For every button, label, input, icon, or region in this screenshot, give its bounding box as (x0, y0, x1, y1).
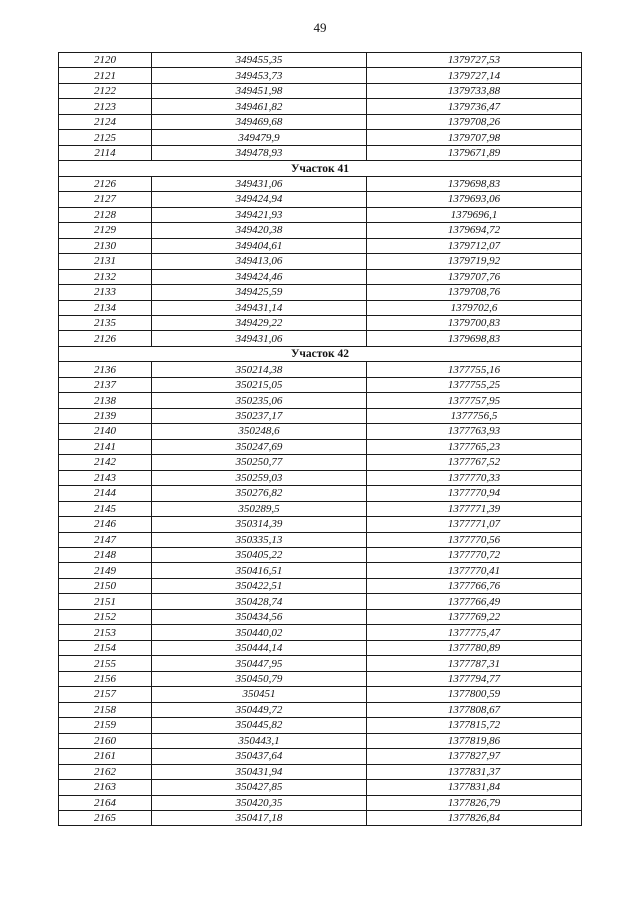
y-coordinate-cell: 1379696,1 (367, 207, 582, 222)
table-row (59, 594, 582, 609)
table-row (59, 315, 582, 330)
x-coordinate-cell: 350247,69 (152, 439, 367, 454)
point-number-cell: 2148 (59, 548, 152, 563)
x-coordinate-cell: 350248,6 (152, 424, 367, 439)
x-coordinate-cell: 349461,82 (152, 99, 367, 114)
x-coordinate-cell: 350431,94 (152, 764, 367, 779)
y-coordinate-cell: 1379736,47 (367, 99, 582, 114)
point-number-cell: 2158 (59, 702, 152, 717)
point-number-cell: 2153 (59, 625, 152, 640)
x-coordinate-cell: 350445,82 (152, 718, 367, 733)
point-number-cell: 2124 (59, 114, 152, 129)
y-coordinate-cell: 1379698,83 (367, 331, 582, 346)
table-row (59, 300, 582, 315)
point-number-cell: 2149 (59, 563, 152, 578)
x-coordinate-cell: 349451,98 (152, 83, 367, 98)
x-coordinate-cell: 350434,56 (152, 609, 367, 624)
y-coordinate-cell: 1377755,25 (367, 377, 582, 392)
x-coordinate-cell: 350422,51 (152, 578, 367, 593)
x-coordinate-cell: 349429,22 (152, 315, 367, 330)
point-number-cell: 2127 (59, 192, 152, 207)
x-coordinate-cell: 349420,38 (152, 223, 367, 238)
y-coordinate-cell: 1377771,39 (367, 501, 582, 516)
y-coordinate-cell: 1377826,79 (367, 795, 582, 810)
x-coordinate-cell: 349478,93 (152, 145, 367, 160)
table-row (59, 408, 582, 423)
y-coordinate-cell: 1379708,76 (367, 285, 582, 300)
y-coordinate-cell: 1379719,92 (367, 254, 582, 269)
x-coordinate-cell: 350314,39 (152, 517, 367, 532)
point-number-cell: 2123 (59, 99, 152, 114)
point-number-cell: 2136 (59, 362, 152, 377)
point-number-cell: 2126 (59, 176, 152, 191)
x-coordinate-cell: 349453,73 (152, 68, 367, 83)
table-row (59, 687, 582, 702)
x-coordinate-cell: 350427,85 (152, 780, 367, 795)
table-row (59, 640, 582, 655)
table-row (59, 439, 582, 454)
table-row (59, 563, 582, 578)
coordinates-table-body (59, 53, 582, 826)
table-row (59, 501, 582, 516)
point-number-cell: 2133 (59, 285, 152, 300)
table-row (59, 517, 582, 532)
x-coordinate-cell: 350259,03 (152, 470, 367, 485)
y-coordinate-cell: 1379727,14 (367, 68, 582, 83)
point-number-cell: 2120 (59, 53, 152, 68)
table-row (59, 548, 582, 563)
x-coordinate-cell: 350444,14 (152, 640, 367, 655)
point-number-cell: 2142 (59, 455, 152, 470)
y-coordinate-cell: 1377771,07 (367, 517, 582, 532)
x-coordinate-cell: 349479,9 (152, 130, 367, 145)
table-row (59, 625, 582, 640)
x-coordinate-cell: 350416,51 (152, 563, 367, 578)
table-row (59, 424, 582, 439)
point-number-cell: 2128 (59, 207, 152, 222)
y-coordinate-cell: 1377756,5 (367, 408, 582, 423)
y-coordinate-cell: 1379671,89 (367, 145, 582, 160)
table-row (59, 532, 582, 547)
y-coordinate-cell: 1377765,23 (367, 439, 582, 454)
table-row (59, 114, 582, 129)
y-coordinate-cell: 1379698,83 (367, 176, 582, 191)
x-coordinate-cell: 349421,93 (152, 207, 367, 222)
point-number-cell: 2138 (59, 393, 152, 408)
point-number-cell: 2157 (59, 687, 152, 702)
x-coordinate-cell: 350437,64 (152, 749, 367, 764)
point-number-cell: 2121 (59, 68, 152, 83)
x-coordinate-cell: 349431,14 (152, 300, 367, 315)
point-number-cell: 2161 (59, 749, 152, 764)
table-row (59, 764, 582, 779)
x-coordinate-cell: 350237,17 (152, 408, 367, 423)
point-number-cell: 2134 (59, 300, 152, 315)
point-number-cell: 2163 (59, 780, 152, 795)
point-number-cell: 2135 (59, 315, 152, 330)
table-row (59, 733, 582, 748)
point-number-cell: 2147 (59, 532, 152, 547)
point-number-cell: 2122 (59, 83, 152, 98)
point-number-cell: 2151 (59, 594, 152, 609)
y-coordinate-cell: 1377780,89 (367, 640, 582, 655)
point-number-cell: 2139 (59, 408, 152, 423)
y-coordinate-cell: 1379707,98 (367, 130, 582, 145)
point-number-cell: 2152 (59, 609, 152, 624)
table-row (59, 810, 582, 825)
table-row (59, 393, 582, 408)
table-row (59, 795, 582, 810)
table-row (59, 53, 582, 68)
x-coordinate-cell: 349413,06 (152, 254, 367, 269)
table-row (59, 702, 582, 717)
x-coordinate-cell: 350405,22 (152, 548, 367, 563)
table-row (59, 269, 582, 284)
point-number-cell: 2162 (59, 764, 152, 779)
x-coordinate-cell: 349424,46 (152, 269, 367, 284)
x-coordinate-cell: 349404,61 (152, 238, 367, 253)
y-coordinate-cell: 1377770,41 (367, 563, 582, 578)
y-coordinate-cell: 1377815,72 (367, 718, 582, 733)
y-coordinate-cell: 1377766,49 (367, 594, 582, 609)
y-coordinate-cell: 1379712,07 (367, 238, 582, 253)
x-coordinate-cell: 350235,06 (152, 393, 367, 408)
point-number-cell: 2131 (59, 254, 152, 269)
x-coordinate-cell: 349425,59 (152, 285, 367, 300)
y-coordinate-cell: 1377826,84 (367, 810, 582, 825)
y-coordinate-cell: 1377800,59 (367, 687, 582, 702)
section-header-row (59, 161, 582, 176)
table-row (59, 176, 582, 191)
table-row (59, 578, 582, 593)
point-number-cell: 2130 (59, 238, 152, 253)
point-number-cell: 2156 (59, 671, 152, 686)
x-coordinate-cell: 350440,02 (152, 625, 367, 640)
point-number-cell: 2129 (59, 223, 152, 238)
x-coordinate-cell: 350451 (152, 687, 367, 702)
table-row (59, 192, 582, 207)
table-row (59, 780, 582, 795)
x-coordinate-cell: 350428,74 (152, 594, 367, 609)
page-number: 49 (313, 20, 327, 35)
table-row (59, 145, 582, 160)
table-row (59, 470, 582, 485)
y-coordinate-cell: 1379727,53 (367, 53, 582, 68)
y-coordinate-cell: 1377808,67 (367, 702, 582, 717)
x-coordinate-cell: 350420,35 (152, 795, 367, 810)
point-number-cell: 2125 (59, 130, 152, 145)
x-coordinate-cell: 350335,13 (152, 532, 367, 547)
x-coordinate-cell: 349469,68 (152, 114, 367, 129)
y-coordinate-cell: 1377757,95 (367, 393, 582, 408)
point-number-cell: 2126 (59, 331, 152, 346)
table-row (59, 656, 582, 671)
y-coordinate-cell: 1379700,83 (367, 315, 582, 330)
table-row (59, 718, 582, 733)
table-row (59, 455, 582, 470)
y-coordinate-cell: 1377787,31 (367, 656, 582, 671)
x-coordinate-cell: 350447,95 (152, 656, 367, 671)
section-title: Участок 41 (59, 161, 582, 176)
point-number-cell: 2150 (59, 578, 152, 593)
point-number-cell: 2114 (59, 145, 152, 160)
section-title: Участок 42 (59, 346, 582, 361)
point-number-cell: 2145 (59, 501, 152, 516)
y-coordinate-cell: 1377827,97 (367, 749, 582, 764)
x-coordinate-cell: 349431,06 (152, 176, 367, 191)
point-number-cell: 2132 (59, 269, 152, 284)
x-coordinate-cell: 350214,38 (152, 362, 367, 377)
x-coordinate-cell: 349424,94 (152, 192, 367, 207)
y-coordinate-cell: 1379708,26 (367, 114, 582, 129)
y-coordinate-cell: 1377755,16 (367, 362, 582, 377)
y-coordinate-cell: 1377766,76 (367, 578, 582, 593)
x-coordinate-cell: 349455,35 (152, 53, 367, 68)
x-coordinate-cell: 350417,18 (152, 810, 367, 825)
x-coordinate-cell: 350443,1 (152, 733, 367, 748)
y-coordinate-cell: 1377769,22 (367, 609, 582, 624)
table-row (59, 331, 582, 346)
table-row (59, 362, 582, 377)
point-number-cell: 2137 (59, 377, 152, 392)
y-coordinate-cell: 1377763,93 (367, 424, 582, 439)
table-row (59, 486, 582, 501)
table-row (59, 207, 582, 222)
point-number-cell: 2143 (59, 470, 152, 485)
point-number-cell: 2160 (59, 733, 152, 748)
table-row (59, 99, 582, 114)
x-coordinate-cell: 350289,5 (152, 501, 367, 516)
point-number-cell: 2144 (59, 486, 152, 501)
table-row (59, 238, 582, 253)
table-row (59, 130, 582, 145)
y-coordinate-cell: 1377770,72 (367, 548, 582, 563)
table-row (59, 254, 582, 269)
table-row (59, 377, 582, 392)
x-coordinate-cell: 350276,82 (152, 486, 367, 501)
x-coordinate-cell: 349431,06 (152, 331, 367, 346)
table-row (59, 749, 582, 764)
point-number-cell: 2154 (59, 640, 152, 655)
y-coordinate-cell: 1377770,56 (367, 532, 582, 547)
y-coordinate-cell: 1377775,47 (367, 625, 582, 640)
point-number-cell: 2146 (59, 517, 152, 532)
table-row (59, 285, 582, 300)
table-row (59, 83, 582, 98)
x-coordinate-cell: 350449,72 (152, 702, 367, 717)
y-coordinate-cell: 1377831,84 (367, 780, 582, 795)
y-coordinate-cell: 1379702,6 (367, 300, 582, 315)
y-coordinate-cell: 1377767,52 (367, 455, 582, 470)
y-coordinate-cell: 1379693,06 (367, 192, 582, 207)
y-coordinate-cell: 1377794,77 (367, 671, 582, 686)
y-coordinate-cell: 1377770,94 (367, 486, 582, 501)
x-coordinate-cell: 350250,77 (152, 455, 367, 470)
point-number-cell: 2155 (59, 656, 152, 671)
table-row (59, 223, 582, 238)
point-number-cell: 2140 (59, 424, 152, 439)
y-coordinate-cell: 1379733,88 (367, 83, 582, 98)
point-number-cell: 2159 (59, 718, 152, 733)
table-row (59, 609, 582, 624)
y-coordinate-cell: 1377770,33 (367, 470, 582, 485)
table-row (59, 671, 582, 686)
x-coordinate-cell: 350215,05 (152, 377, 367, 392)
coordinates-table (58, 52, 582, 826)
point-number-cell: 2165 (59, 810, 152, 825)
x-coordinate-cell: 350450,79 (152, 671, 367, 686)
section-header-row (59, 346, 582, 361)
table-row (59, 68, 582, 83)
y-coordinate-cell: 1379694,72 (367, 223, 582, 238)
point-number-cell: 2164 (59, 795, 152, 810)
y-coordinate-cell: 1377819,86 (367, 733, 582, 748)
y-coordinate-cell: 1379707,76 (367, 269, 582, 284)
y-coordinate-cell: 1377831,37 (367, 764, 582, 779)
point-number-cell: 2141 (59, 439, 152, 454)
